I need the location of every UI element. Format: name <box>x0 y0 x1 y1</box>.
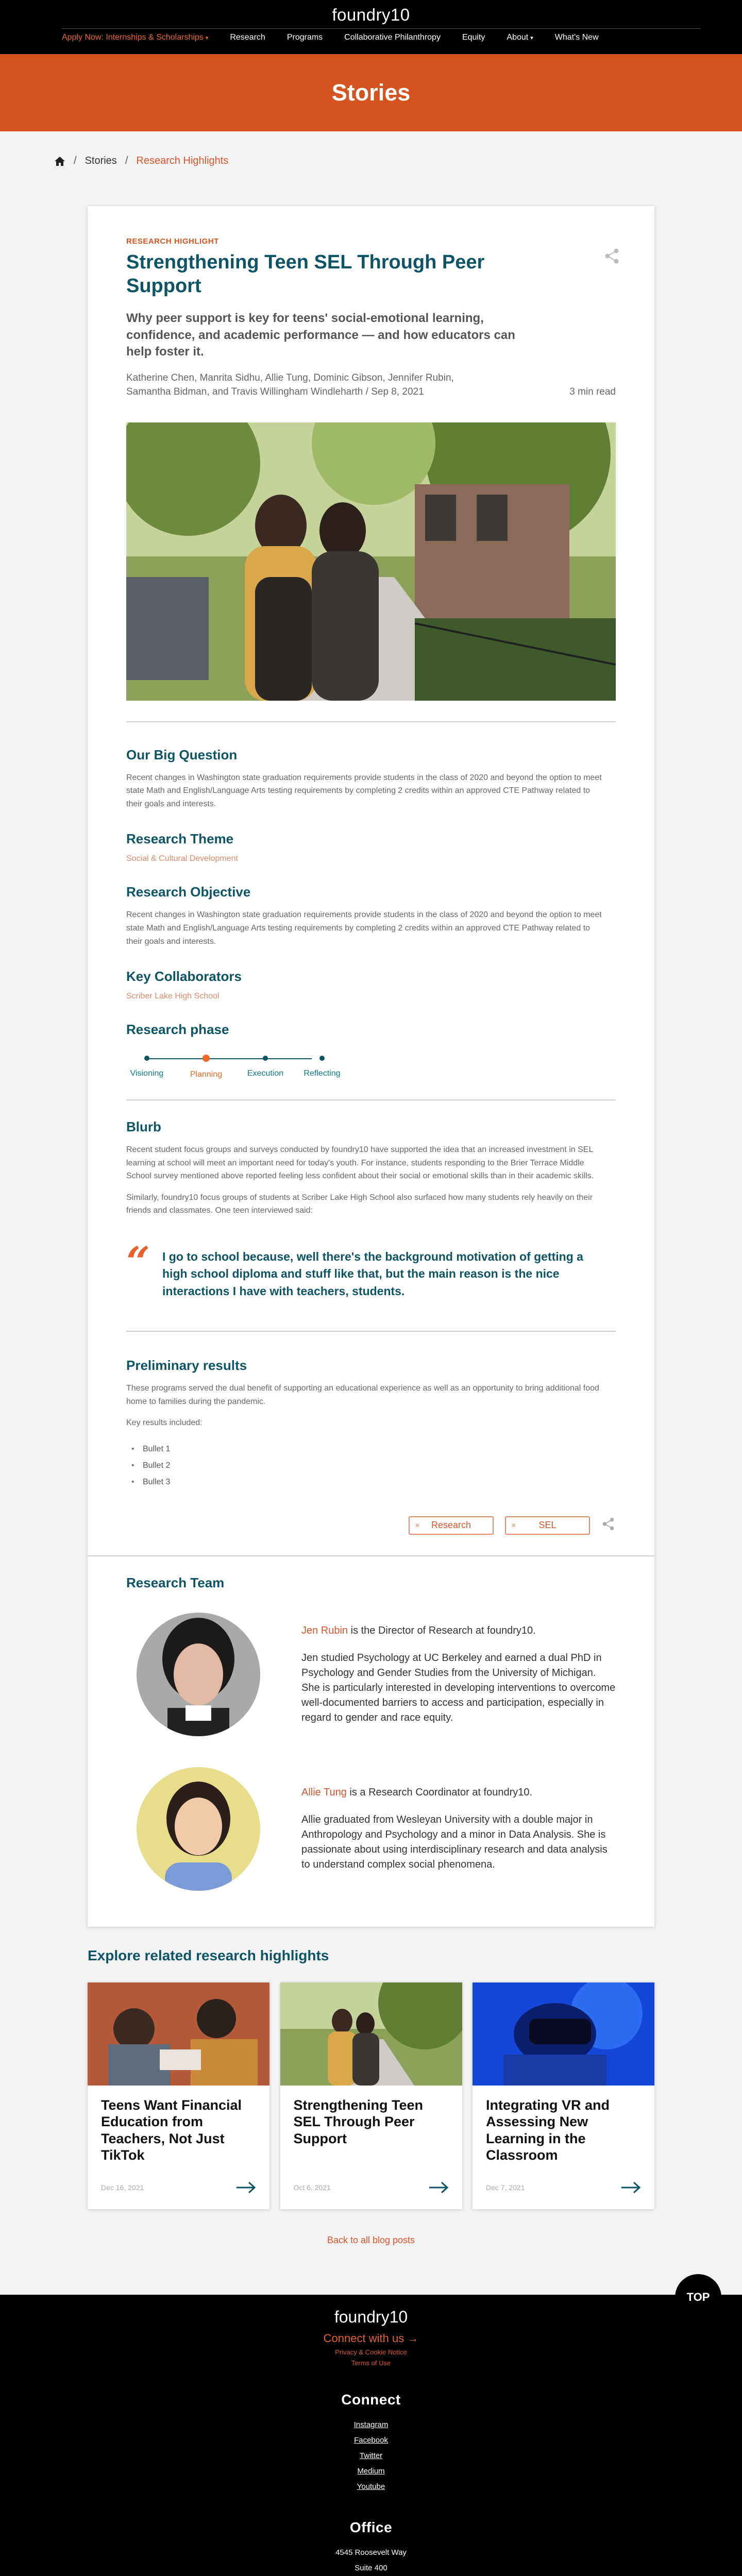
results-list <box>126 1441 616 1490</box>
quote-icon: “ <box>126 1238 150 1286</box>
connect-link[interactable]: Connect with us → <box>323 2331 419 2345</box>
close-icon: ✕ <box>511 1521 517 1529</box>
page-title: Stories <box>331 79 411 106</box>
related-card-footer <box>101 2181 256 2194</box>
section-text: Recent changes in Washington state graduation requirements provide students in the class of 2020 and beyond the option to meet state Math and English/Language Arts testing requirements by completing 2 credits within an approved CTE Pathway related to their goals and interests. <box>126 910 602 946</box>
section-heading: Blurb <box>126 1119 161 1135</box>
results-label: Key results included: <box>126 1418 203 1428</box>
related-card-date: Dec 16, 2021 <box>101 2183 144 2192</box>
related-card-image <box>88 1982 269 2086</box>
phase-dot <box>263 1056 268 1061</box>
blurb-paragraph: Similarly, foundry10 focus groups of students at Scriber Lake High School also surfaced how many students rely heavily on their friends and classmates. One teen interviewed said: <box>126 1193 593 1215</box>
related-card-title: Teens Want Financial Education from Teachers, Not Just TikTok <box>101 2097 242 2163</box>
avatar <box>137 1613 260 1736</box>
section-heading: Research Objective <box>126 884 251 900</box>
hero-band <box>0 54 742 131</box>
team-member <box>126 1767 616 1891</box>
related-card-image <box>473 1982 654 2086</box>
related-card-title: Strengthening Teen SEL Through Peer Support <box>293 2097 424 2146</box>
home-icon[interactable] <box>54 156 65 166</box>
footer-logo: foundry10 <box>334 2307 408 2326</box>
article-title: Strengthening Teen SEL Through Peer Support <box>126 251 485 297</box>
site-logo[interactable]: foundry10 <box>332 5 410 24</box>
nav-about[interactable]: About ▾ <box>507 33 533 42</box>
phase-step-planning: Planning <box>175 1053 237 1079</box>
main-nav <box>62 33 680 42</box>
research-objective-section <box>88 884 654 948</box>
footer-heading: Office <box>349 2519 393 2535</box>
team-member-name[interactable]: Allie Tung <box>301 1787 347 1799</box>
nav-research[interactable]: Research <box>230 33 265 42</box>
arrow-right-icon[interactable] <box>235 2181 256 2194</box>
phase-dot <box>144 1056 149 1061</box>
article-authors: Katherine Chen, Manrita Sidhu, Allie Tung, Dominic Gibson, Jennifer Rubin, Samantha Bidman, and Travis Willingham Windleharth / Sep 8, 2021 <box>126 372 454 397</box>
list-item: • Bullet 2 <box>143 1458 616 1474</box>
section-heading: Our Big Question <box>126 747 238 762</box>
phase-step-reflecting: Reflecting <box>291 1053 353 1078</box>
divider <box>126 1099 616 1100</box>
phase-step-visioning: Visioning <box>116 1053 178 1078</box>
office-info: 4545 Roosevelt Way Suite 400 <box>335 2548 407 2572</box>
tag-research[interactable]: ✕ Research <box>409 1516 494 1535</box>
related-card-footer <box>294 2181 449 2194</box>
site-header <box>0 0 742 54</box>
arrow-right-icon[interactable] <box>620 2181 641 2194</box>
list-item: • Bullet 1 <box>143 1441 616 1458</box>
divider <box>126 1331 616 1332</box>
quote-text: I go to school because, well there's the background motivation of getting a high school diploma and stuff like that, but the main reason is the nice interactions I have with teachers, students. <box>162 1250 583 1298</box>
team-bio-text: Allie graduated from Wesleyan University with a double major in Anthropology and Psychology and a minor in Data Analysis. She is passionate about using interdisciplinary research and data analysis to understand complex social phenomena. <box>301 1814 608 1871</box>
chevron-down-icon: ▾ <box>205 35 209 41</box>
article-eyebrow: RESEARCH HIGHLIGHT <box>126 237 219 246</box>
related-heading: Explore related research highlights <box>88 1947 329 1963</box>
collaborator-link[interactable]: Scriber Lake High School <box>126 992 220 1001</box>
related-highlights <box>88 1947 654 2246</box>
key-collaborators-section <box>88 969 654 1001</box>
breadcrumb-stories[interactable]: Stories <box>85 155 117 166</box>
social-facebook[interactable]: Facebook <box>354 2435 388 2445</box>
back-to-top-button[interactable]: TOP <box>675 2274 721 2320</box>
related-card[interactable] <box>473 1982 654 2209</box>
social-instagram[interactable]: Instagram <box>353 2420 389 2429</box>
breadcrumb-current[interactable]: Research Highlights <box>136 155 229 166</box>
article-hero-image <box>126 422 616 701</box>
tag-sel[interactable]: ✕ SEL <box>505 1516 590 1535</box>
related-card[interactable] <box>280 1982 462 2209</box>
divider <box>126 721 616 722</box>
phase-dot <box>319 1056 325 1061</box>
section-text: These programs served the dual benefit of supporting an educational experience as well as an opportunity to bring additional food home to families during the pandemic. <box>126 1384 599 1406</box>
related-grid <box>88 1982 654 2209</box>
big-question-section <box>88 747 654 811</box>
related-card[interactable] <box>88 1982 269 2209</box>
breadcrumb <box>0 131 742 191</box>
section-heading: Research phase <box>126 1022 229 1038</box>
team-bio <box>301 1785 616 1872</box>
close-icon: ✕ <box>415 1521 420 1529</box>
blurb-section <box>88 1119 654 1217</box>
results-section <box>88 1358 654 1490</box>
chevron-down-icon: ▾ <box>530 35 533 41</box>
social-youtube[interactable]: Youtube <box>357 2482 385 2491</box>
privacy-link[interactable]: Privacy & Cookie Notice <box>335 2348 407 2356</box>
footer-heading: Connect <box>341 2391 401 2408</box>
team-bio <box>301 1623 616 1725</box>
nav-whats-new[interactable]: What's New <box>554 33 599 42</box>
team-bio-text: Jen studied Psychology at UC Berkeley and earned a dual PhD in Psychology and Gender Studies from the University of Michigan. She is particularly interested in developing interventions to overcome well-documented barriers to access and participation, especially in regard to gender and race equity. <box>301 1652 616 1723</box>
section-heading: Preliminary results <box>126 1358 247 1374</box>
social-medium[interactable]: Medium <box>357 2466 385 2476</box>
byline <box>126 371 616 399</box>
team-intro: Allie Tung is a Research Coordinator at foundry10. <box>301 1787 533 1799</box>
research-phase-section <box>88 1022 654 1084</box>
site-footer <box>0 2290 742 2576</box>
phase-dot-active <box>203 1055 210 1062</box>
back-to-blog-link[interactable]: Back to all blog posts <box>327 2234 415 2245</box>
section-heading: Research Theme <box>126 831 234 847</box>
related-card-date: Oct 6, 2021 <box>293 2183 331 2192</box>
research-theme-section <box>88 831 654 863</box>
share-icon[interactable] <box>603 247 621 265</box>
nav-apply-now[interactable]: Apply Now: Internships & Scholarships ▾ <box>62 33 209 42</box>
social-links <box>0 2417 742 2495</box>
avatar <box>137 1767 260 1891</box>
related-card-date: Dec 7, 2021 <box>486 2183 525 2192</box>
header-divider <box>62 28 701 29</box>
section-heading: Key Collaborators <box>126 969 242 985</box>
nav-collaborative-philanthropy[interactable]: Collaborative Philanthropy <box>344 33 441 42</box>
research-team-heading: Research Team <box>126 1574 225 1590</box>
arrow-right-icon[interactable] <box>428 2181 449 2194</box>
list-item: • Bullet 3 <box>143 1474 616 1490</box>
nav-programs[interactable]: Programs <box>286 33 323 42</box>
related-card-footer <box>486 2181 641 2194</box>
team-member <box>126 1613 616 1736</box>
breadcrumb-separator: / <box>74 155 77 166</box>
section-text: Recent changes in Washington state graduation requirements provide students in the class of 2020 and beyond the option to meet state Math and English/Language Arts testing requirements by completing 2 credits within an approved CTE Pathway related to their goals and interests. <box>126 773 602 808</box>
related-card-title: Integrating VR and Assessing New Learning in the Classroom <box>486 2097 610 2163</box>
article-subtitle: Why peer support is key for teens' social-emotional learning, confidence, and academic performance — and how educators can help foster it. <box>126 311 515 359</box>
breadcrumb-separator: / <box>125 155 128 166</box>
read-time: 3 min read <box>569 386 616 397</box>
nav-equity[interactable]: Equity <box>462 33 485 42</box>
blurb-paragraph: Recent student focus groups and surveys conducted by foundry10 have supported the idea that an increased investment in SEL learning at school will meet an important need for today's youth. For instance, students responding to the Brier Terrace Middle School survey mentioned above reported feeling less confident about their social or emotional skills than in their academic skills. <box>126 1145 594 1181</box>
terms-link[interactable]: Terms of Use <box>351 2359 391 2367</box>
pull-quote <box>126 1238 616 1300</box>
research-theme-link[interactable]: Social & Cultural Development <box>126 854 238 863</box>
phase-tracker <box>126 1053 341 1084</box>
team-intro: Jen Rubin is the Director of Research at foundry10. <box>301 1624 536 1636</box>
article-card <box>88 206 654 1927</box>
phase-step-execution: Execution <box>234 1053 296 1078</box>
related-card-image <box>280 1982 462 2086</box>
team-member-name[interactable]: Jen Rubin <box>301 1624 348 1636</box>
divider <box>88 1555 654 1556</box>
share-icon[interactable] <box>601 1516 616 1534</box>
social-twitter[interactable]: Twitter <box>359 2451 383 2460</box>
tag-row <box>126 1516 616 1535</box>
